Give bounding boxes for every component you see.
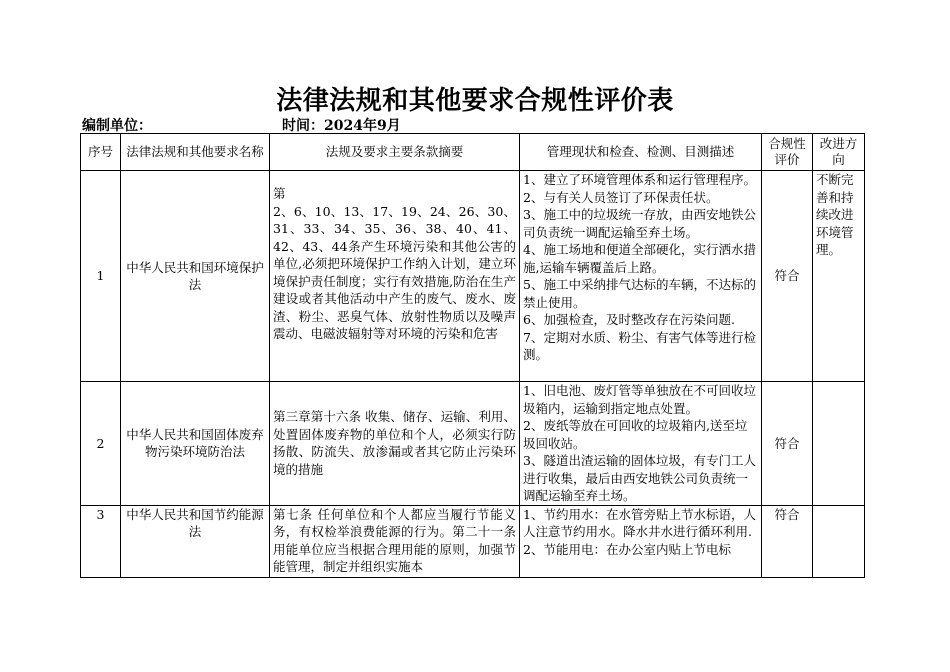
header-row [81, 134, 865, 171]
header-no: 序号 [81, 134, 121, 171]
row-status: 1、节约用水：在水管旁贴上节水标语，人人注意节约用水。降水井水进行循环利用. 2、节能用电：在办公室内贴上节电标 [520, 505, 762, 577]
row-law-name: 中华人民共和国节约能源法 [121, 505, 270, 577]
row-law-name: 中华人民共和国环境保护法 [121, 171, 270, 382]
table-row [81, 171, 865, 382]
unit-label: 编制单位： [82, 118, 152, 134]
row-no: 1 [81, 171, 121, 382]
page-title: 法律法规和其他要求合规性评价表 [276, 86, 674, 116]
time-label: 时间：2024年9月 [282, 118, 401, 134]
row-law-name: 中华人民共和国固体废弃物污染环境防治法 [121, 382, 270, 506]
row-compliance: 符合 [762, 171, 813, 382]
row-no: 3 [81, 505, 121, 577]
table-row [81, 382, 865, 506]
row-no: 2 [81, 382, 121, 506]
row-clause: 第 2、6、10、13、17、19、24、26、30、31、33、34、35、36、38、40、41、42、43、44条产生环境污染和其他公害的单位,必须把环境保护工作纳入计划，建立环境保护责任制度；实行有效措施,防治在生产建设或者其他活动中产生的废气、废水、废渣、粉尘、恶臭气体、放射性物质以及噪声震动、电磁波辐射等对环境的污染和危害 [270, 171, 520, 382]
row-clause: 第七条 任何单位和个人都应当履行节能义务，有权检举浪费能源的行为。第二十一条 用能单位应当根据合理用能的原则，加强节能管理，制定并组织实施本 [270, 505, 520, 577]
row-improve [813, 505, 865, 577]
compliance-table [80, 133, 865, 578]
header-improve: 改进方向 [813, 134, 865, 171]
row-status: 1、建立了环境管理体系和运行管理程序。 2、与有关人员签订了环保责任状。 3、施工中的垃圾统一存放，由西安地铁公司负责统一调配运输至弃土场。 4、施工场地和便道全部硬化，实行洒水措施,运输车辆覆盖后上路。 5、施工中采纳排气达标的车辆，不达标的禁止使用。 6、加强检查，及时整改存在污染问题. 7、定期对水质、粉尘、有害气体等进行检测。 [520, 171, 762, 382]
header-name: 法律法规和其他要求名称 [121, 134, 270, 171]
row-clause: 第三章第十六条 收集、储存、运输、利用、处置固体废弃物的单位和个人，必须实行防扬散、防流失、放渗漏或者其它防止污染环境的措施 [270, 382, 520, 506]
row-improve [813, 382, 865, 506]
row-compliance: 符合 [762, 505, 813, 577]
meta-line [82, 115, 401, 135]
header-clause: 法规及要求主要条款摘要 [270, 134, 520, 171]
row-improve: 不断完善和持续改进环境管理。 [813, 171, 865, 382]
table-row [81, 505, 865, 577]
row-status: 1、旧电池、废灯管等单独放在不可回收垃圾箱内，运输到指定地点处置。 2、废纸等放在可回收的垃圾箱内,送至垃圾回收站。 3、隧道出渣运输的固体垃圾，有专门工人进行收集，最后由西安地铁公司负责统一调配运输至弃土场。 [520, 382, 762, 506]
header-status: 管理现状和检查、检测、目测描述 [520, 134, 762, 171]
row-compliance: 符合 [762, 382, 813, 506]
header-compliance: 合规性评价 [762, 134, 813, 171]
